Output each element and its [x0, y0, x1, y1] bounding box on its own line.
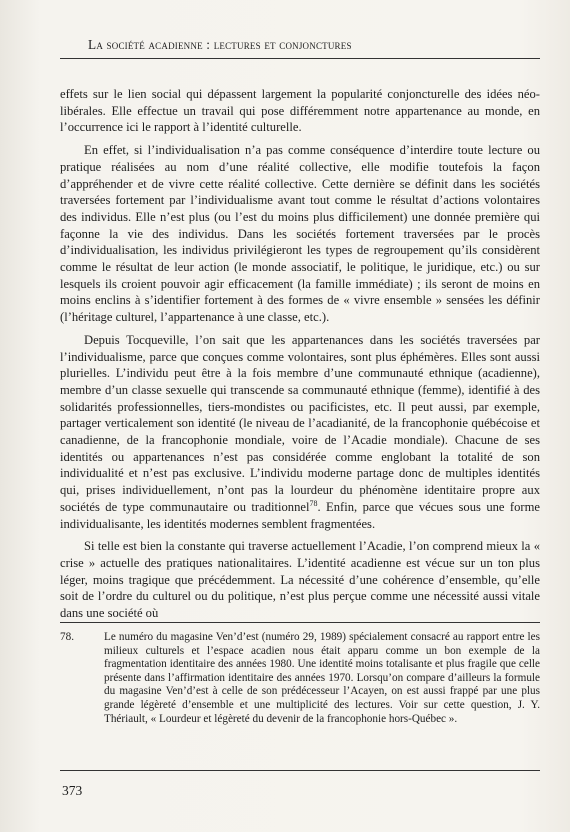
footnote-text: Le numéro du magasine Ven’d’est (numéro 29, 1989) spécialement consacré au rapport entre les milieux culturels et l’espace acadien nous était apparu comme un bon exemple de la fragmentation identitaire des années 1980. Une identité moins totalisante et plus fragile que celle présente dans l’affirmation identitaire des années 1970. Lorsqu’on compare d’ailleurs la formule du magasine Ven’d’est à celle de son prédécesseur l’Acayen, on est aussi frappé par une plus grande légèreté d’ensemble et une multiplicité des lectures. Voir sur cette question, J. Y. Thériault, « Lourdeur et légèreté du devenir de la francophonie hors-Québec ».: [104, 631, 540, 725]
paragraph-3: [60, 332, 540, 532]
paragraph-2: En effet, si l’individualisation n’a pas comme conséquence d’interdire toute lecture ou pratique réalisées au nom d’une réalité collective, elle modifie toutefois la façon d’appréhender et de vivre cette réalité collective. Cette dernière se définit dans les sociétés traversées fortement par l’individualisme avant tout comme le résultat d’actions volontaires des individus. Elle n’est plus (ou l’est du moins plus difficilement) une donnée première qui façonne la vie des individus. Dans les sociétés fortement traversées par le procès d’individualisation, les individus privilégieront les types de regroupement qu’ils considèrent comme le résultat de leur action (le monde associatif, le politique, le juridique, etc.) ou sur lesquels ils croient pouvoir agir efficacement (la famille immédiate) ; ils seront de moins en moins enclins à s’identifier fortement à des formes de « vivre ensemble » sensées les définir (l’héritage culturel, l’appartenance à une classe, etc.).: [60, 143, 540, 325]
footnote-rule: [60, 622, 540, 623]
page-number: 373: [62, 783, 83, 798]
paragraph-1: effets sur le lien social qui dépassent largement la popularité conjoncturelle des idées néo-libérales. Elle effectue un travail qui pose différemment notre appartenance au monde, en l’occurrence ici le rapport à l’identité culturelle.: [60, 87, 540, 135]
footnote-reference[interactable]: 78: [309, 498, 318, 508]
paragraph-4: Si telle est bien la constante qui traverse actuellement l’Acadie, l’on comprend mieux la « crise » actuelle des pratiques nationalitaires. L’identité acadienne est vécue sur un ton plus léger, moins tragique que précédemment. La nécessité d’une cohérence d’ensemble, qu’elle soit de l’ordre du culturel ou du politique, n’est plus perçue comme une nécessité aussi vitale dans une société où: [60, 539, 540, 621]
footnote-number: 78.: [60, 631, 74, 643]
paragraph-3-text: Depuis Tocqueville, l’on sait que les appartenances dans les sociétés traversées par l’individualisme, parce que conçues comme volontaires, sont plus éphémères. Elles sont aussi plurielles. L’individu peut être à la fois membre d’une communauté ethnique (acadienne), membre d’un classe sexuelle qui transcende sa communauté ethnique (femme), identifié à des solidarités professionnelles, tiers-mondistes ou pacificistes, etc. Il peut aussi, par exemple, partager verticalement son identité (le niveau de l’acadianité, de la francophonie québécoise et canadienne, de la francophonie mondiale, voire de l’Acadie mondiale). Chacune de ses identités ou appartenances n’est pas considérée comme englobant la totalité de son individualité et n’est pas exclusive. L’individu moderne partage donc de multiples identités qui, prises individuellement, n’ont pas la lourdeur du phénomène identitaire propre aux sociétés de type communautaire ou traditionnel: [60, 332, 540, 514]
running-head: La société acadienne : lectures et conjonctures: [88, 37, 352, 52]
footer-rule: [60, 770, 540, 771]
footnote: [60, 631, 540, 726]
body-text: [60, 86, 540, 628]
paragraph-3-tail: . Enfin, parce que vécues sous une forme individualisante, les identités modernes semblent fragmentées.: [60, 499, 541, 531]
header-rule: [60, 58, 540, 59]
